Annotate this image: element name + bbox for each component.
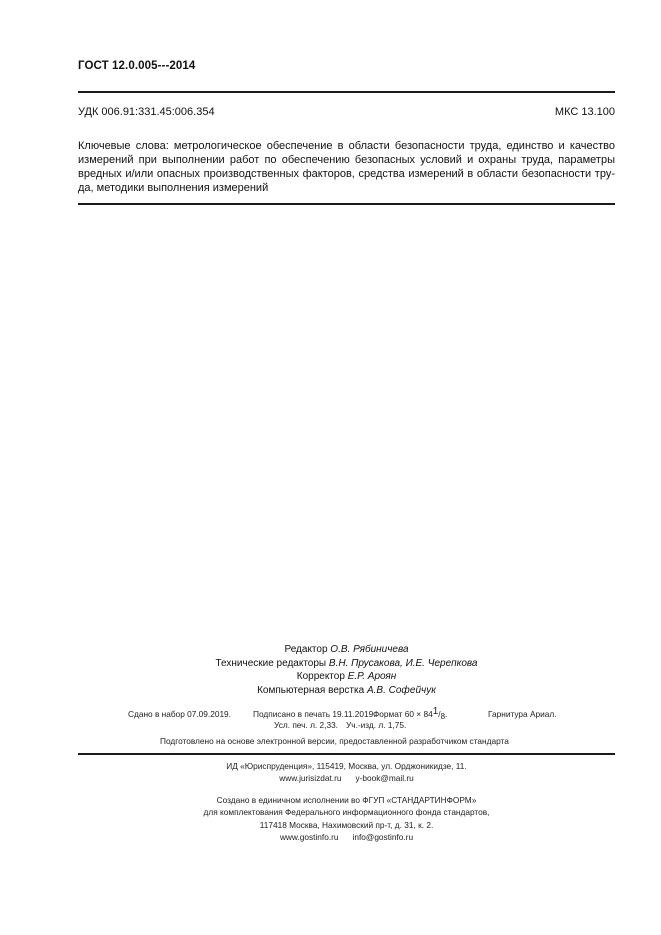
credits-block: [78, 643, 615, 697]
format-numerator: 1: [432, 706, 439, 717]
keywords-paragraph: Ключевые слова: метрологическое обеспечение в области безопасности труда, единство и качество измерений при выполнении работ по обеспечению безопасных условий и охраны труда, параметры вредных и/или опасных производственных факторов, средства измерений в области безопасности тру-да, методики выполнения измерений: [78, 140, 615, 194]
proofreader-line: [78, 670, 615, 684]
publisher-email: y-book@mail.ru: [355, 772, 414, 783]
keywords-rule: [78, 203, 615, 205]
standartinform-site: www.gostinfo.ru: [279, 831, 339, 842]
publisher-block-1: [78, 761, 615, 784]
standard-number: ГОСТ 12.0.005---2014: [78, 60, 196, 72]
publisher-block-2: [78, 795, 615, 818]
publisher-site: www.jurisizdat.ru: [279, 772, 342, 783]
imprint-publish-sheets: Уч.-изд. л. 1,75.: [346, 720, 407, 730]
layout-label: Компьютерная верстка: [257, 684, 365, 696]
imprint-print-sheets: Усл. печ. л. 2,33.: [274, 720, 338, 730]
header-rule: [78, 91, 615, 93]
proofreader-name: Е.Р. Ароян: [347, 671, 397, 682]
format-denominator: 8: [440, 712, 446, 721]
format-suffix: .: [445, 709, 448, 719]
editor-line: [78, 643, 615, 657]
editor-name: О.В. Рябиничева: [330, 644, 409, 655]
standartinform-email: info@gostinfo.ru: [352, 831, 414, 842]
standartinform-address: 117418 Москва, Нахимовский пр-т, д. 31, к. 2.: [259, 820, 434, 830]
tech-editors-names: В.Н. Прусакова, И.Е. Черепкова: [328, 657, 478, 669]
layout-line: [78, 684, 615, 698]
mks-code: МКС 13.100: [554, 106, 615, 118]
imprint-format: Формат 60 × 841/8.: [373, 706, 448, 721]
udk-code: УДК 006.91:331.45:006.354: [78, 106, 215, 118]
editor-label: Редактор: [284, 644, 328, 655]
publisher-contacts: [78, 773, 615, 785]
format-prefix: Формат 60 × 84: [373, 709, 433, 719]
tech-editors-line: [78, 657, 615, 671]
imprint-typeface: Гарнитура Ариал.: [488, 709, 557, 719]
standartinform-contacts: [78, 832, 615, 844]
imprint-prepared: Подготовлено на основе электронной версии, предоставленной разработчиком стандарта: [160, 736, 509, 746]
imprint-rule: [78, 753, 615, 755]
imprint-signed: Подписано в печать 19.11.2019.: [253, 709, 376, 719]
tech-editors-label: Технические редакторы: [215, 657, 327, 669]
layout-name: А.В. Софейчук: [366, 684, 436, 696]
publisher-address: ИД «Юриспруденция», 115419, Москва, ул. Орджоникидзе, 11.: [226, 761, 467, 771]
created-line: Создано в единичном исполнении во ФГУП «СТАНДАРТИНФОРМ»: [216, 795, 477, 805]
fund-line: для комплектования Федерального информационного фонда стандартов,: [203, 806, 490, 817]
imprint-submitted: Сдано в набор 07.09.2019.: [128, 709, 231, 719]
proofreader-label: Корректор: [296, 671, 345, 682]
publisher-block-3: [78, 820, 615, 843]
